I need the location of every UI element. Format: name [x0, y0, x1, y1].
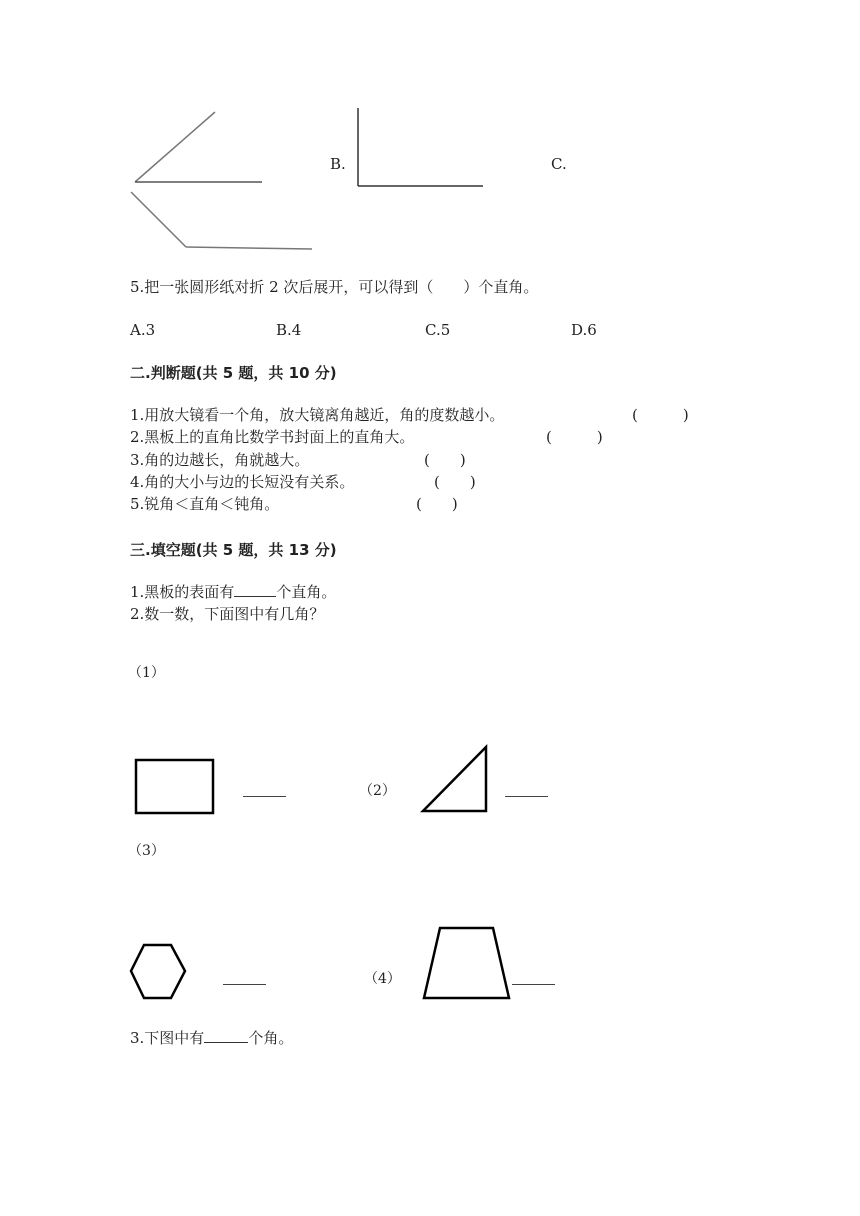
q5-option-c: C.5	[425, 321, 451, 339]
question-5: 5.把一张圆形纸对折 2 次后展开，可以得到（ ）个直角。	[130, 278, 539, 296]
judge-item-3: 3.角的边越长，角就越大。	[130, 451, 310, 469]
option-b-label: B.	[330, 155, 346, 173]
judge-item-1: 1.用放大镜看一个角，放大镜离角越近，角的度数越小。	[130, 406, 505, 424]
fill-q3-after: 个角。	[248, 1029, 294, 1047]
judge-item-2: 2.黑板上的直角比数学书封面上的直角大。	[130, 428, 415, 446]
fill-question-2: 2.数一数，下面图中有几角？	[130, 605, 325, 623]
option-c-label: C.	[551, 155, 567, 173]
fill-question-3	[130, 1028, 293, 1048]
section-3-title: 三.填空题(共 5 题，共 13 分)	[130, 541, 337, 559]
q5-option-d: D.6	[571, 321, 597, 339]
judge-paren-2: ( )	[546, 428, 603, 446]
fill-q1-before: 1.黑板的表面有	[130, 583, 235, 601]
section-2-title: 二.判断题(共 5 题，共 10 分)	[130, 364, 337, 382]
fill-q1-after: 个直角。	[276, 583, 337, 601]
q5-option-b: B.4	[276, 321, 302, 339]
answer-blank-4	[512, 984, 555, 985]
judge-paren-4: ( )	[434, 473, 476, 491]
judge-paren-1: ( )	[632, 406, 689, 424]
answer-blank-1	[243, 796, 286, 797]
figure-label-4: （4）	[364, 971, 401, 987]
figure-label-2: （2）	[359, 783, 396, 799]
judge-item-5: 5.锐角＜直角＜钝角。	[130, 495, 280, 513]
figure-label-3: （3）	[128, 843, 165, 859]
answer-blank-3	[223, 984, 266, 985]
judge-item-4: 4.角的大小与边的长短没有关系。	[130, 473, 355, 491]
judge-paren-3: ( )	[424, 451, 466, 469]
figure-label-1: （1）	[128, 665, 165, 681]
answer-blank-5	[204, 1028, 248, 1043]
answer-blank-2	[505, 796, 548, 797]
fill-q3-before: 3.下图中有	[130, 1029, 205, 1047]
judge-paren-5: ( )	[416, 495, 458, 513]
q5-option-a: A.3	[130, 321, 156, 339]
